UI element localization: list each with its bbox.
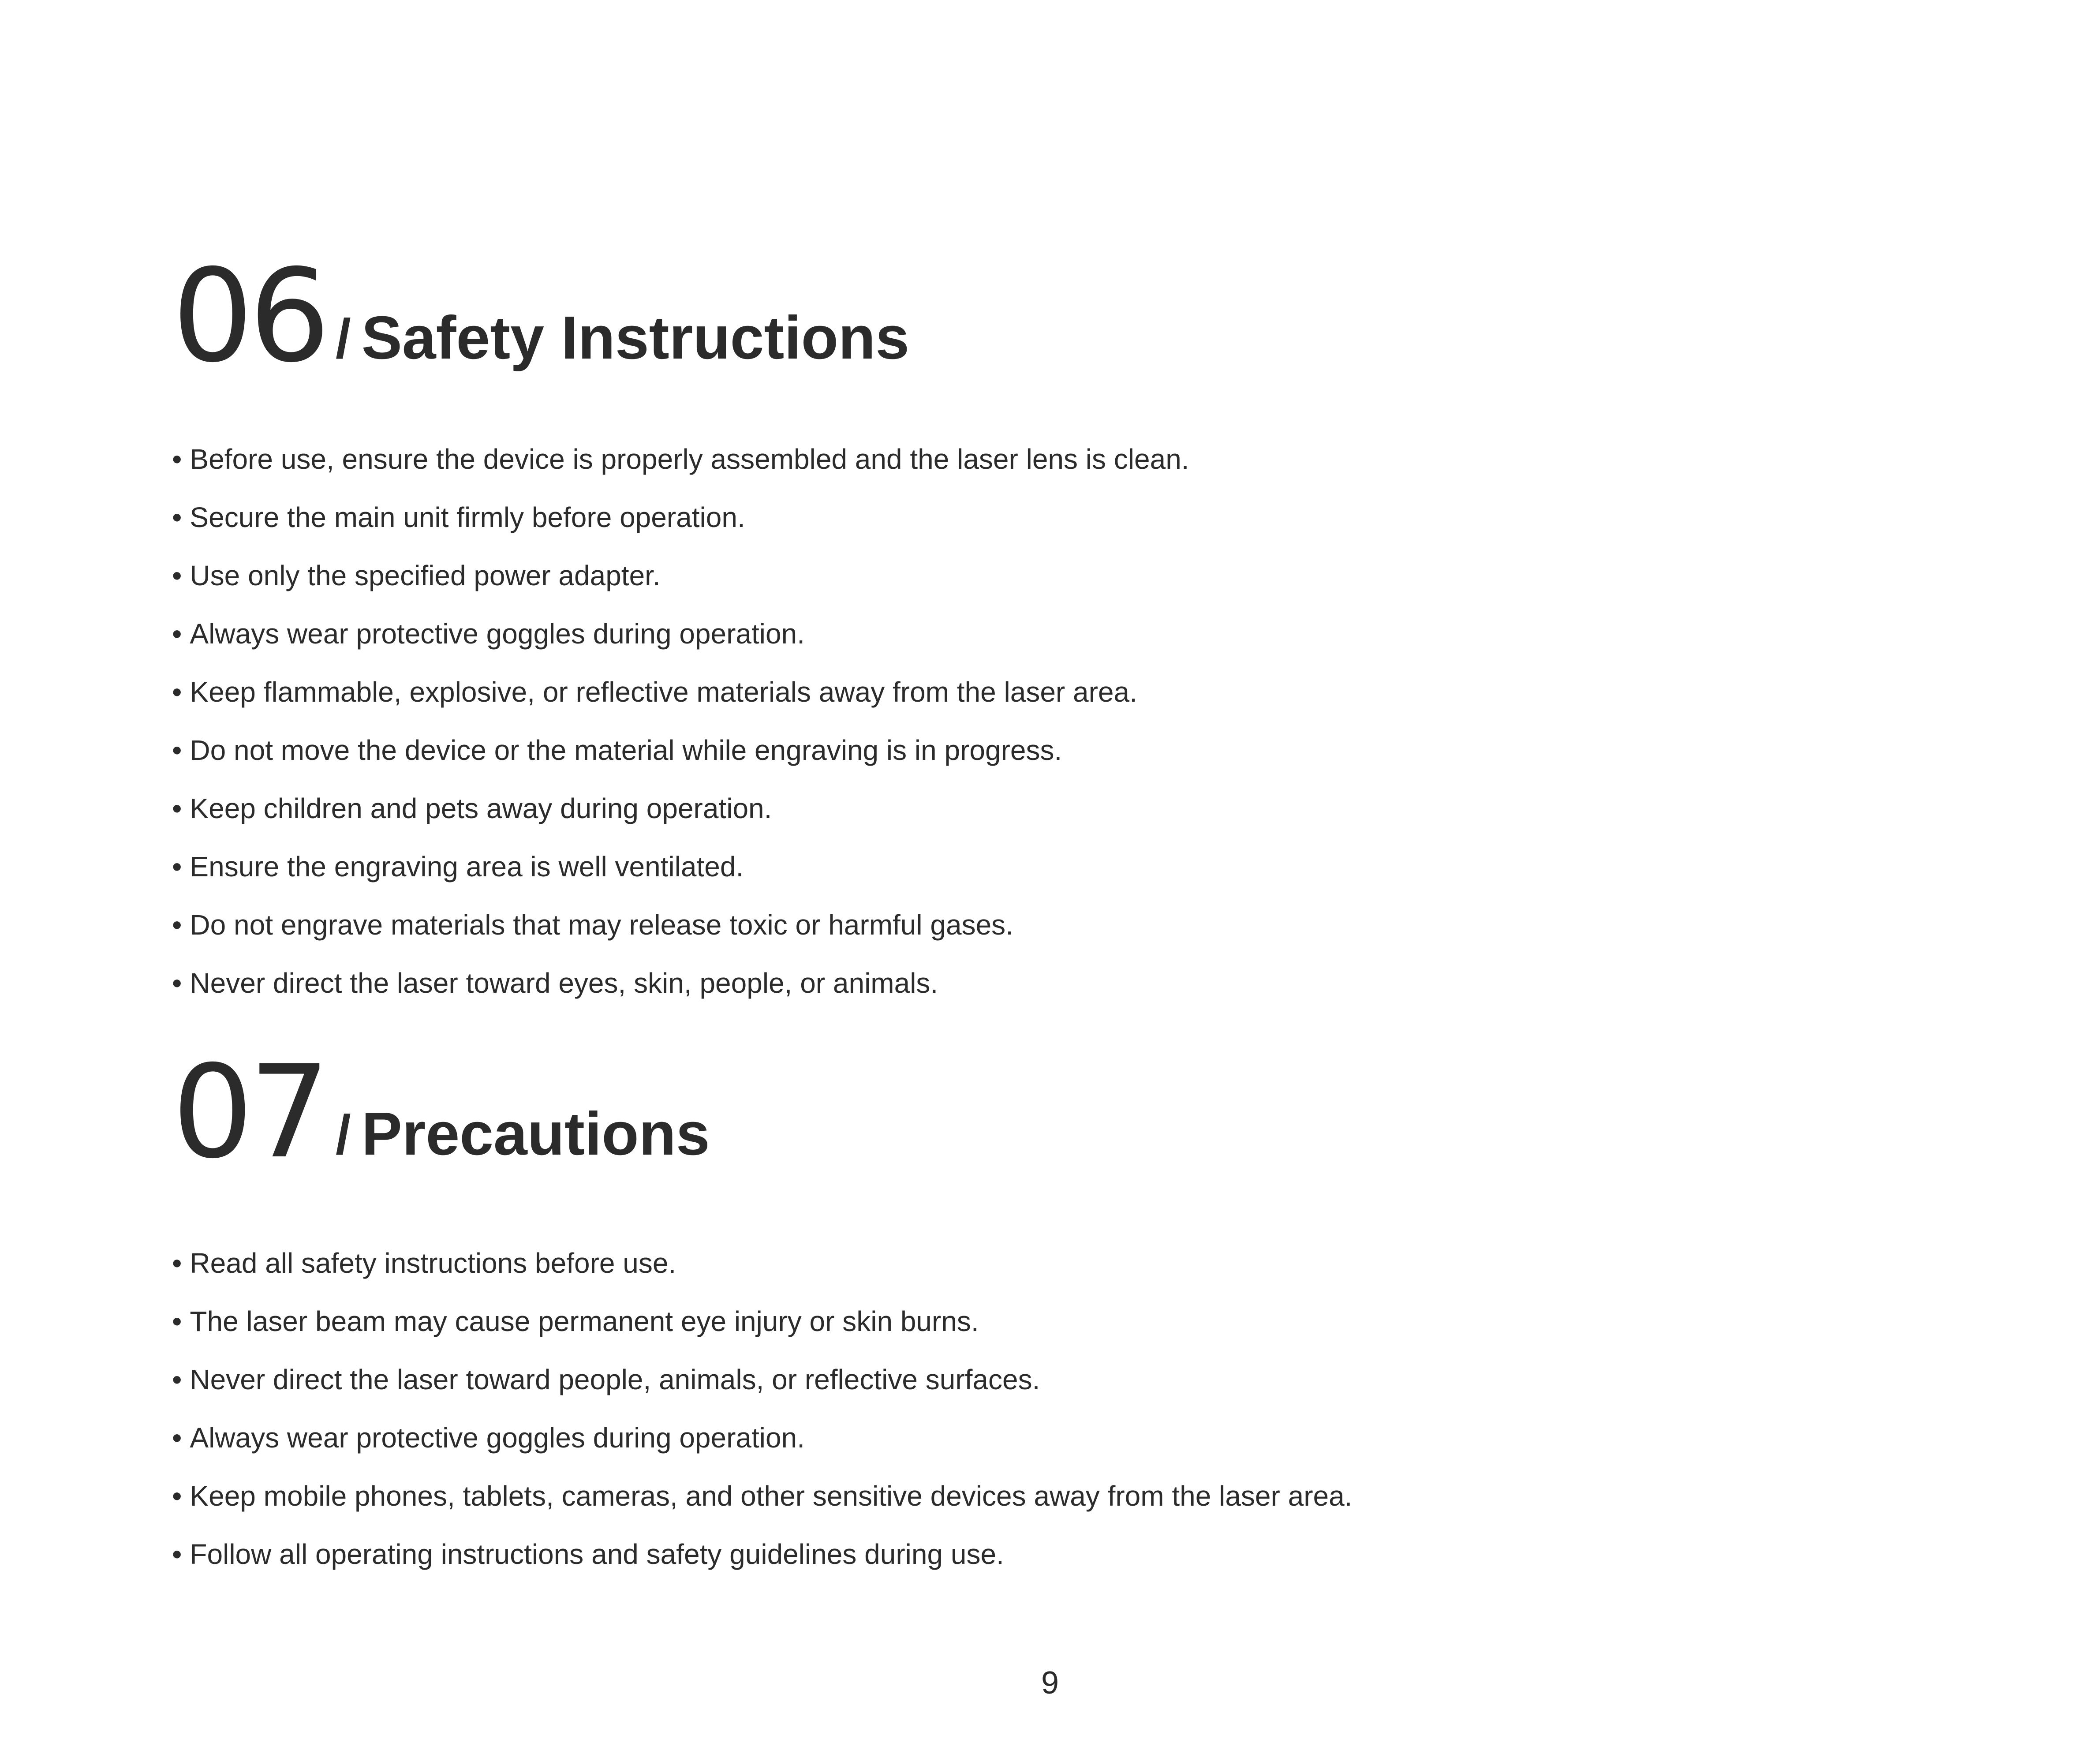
bullet-icon: • [172,851,182,882]
list-item-text: Do not engrave materials that may release toxic or harmful gases. [190,909,1013,941]
safety-instructions-list [172,430,1936,1012]
list-item [172,779,1936,838]
list-item [172,488,1936,546]
safety-instructions-section [172,242,1936,1012]
list-item-text: Use only the specified power adapter. [190,560,661,591]
section-heading [172,242,1936,391]
list-item-text: Keep children and pets away during operation. [190,793,772,824]
list-item-text: Read all safety instructions before use. [190,1247,676,1279]
precautions-list [172,1234,1936,1583]
list-item-text: Ensure the engraving area is well ventilated. [190,851,744,882]
bullet-icon: • [172,793,182,824]
list-item [172,1409,1936,1467]
section-number: 06 [172,242,326,391]
section-heading [172,1038,1936,1187]
list-item [172,663,1936,721]
list-item [172,954,1936,1012]
list-item [172,1350,1936,1409]
bullet-icon: • [172,676,182,708]
list-item-text: Never direct the laser toward people, animals, or reflective surfaces. [190,1364,1040,1395]
bullet-icon: • [172,1538,182,1570]
list-item-text: Never direct the laser toward eyes, skin, people, or animals. [190,967,938,999]
list-item-text: Secure the main unit firmly before operation. [190,501,745,533]
section-title: Safety Instructions [361,304,910,372]
bullet-icon: • [172,1247,182,1279]
bullet-icon: • [172,560,182,591]
list-item [172,896,1936,954]
list-item [172,838,1936,896]
list-item-text: Keep mobile phones, tablets, cameras, and other sensitive devices away from the laser area. [190,1480,1353,1512]
list-item-text: Before use, ensure the device is properly assembled and the laser lens is clean. [190,443,1189,475]
section-title: Precautions [361,1100,710,1168]
bullet-icon: • [172,967,182,999]
list-item [172,1525,1936,1583]
list-item [172,605,1936,663]
list-item [172,1234,1936,1292]
bullet-icon: • [172,1364,182,1395]
list-item [172,1467,1936,1525]
list-item [172,1292,1936,1350]
list-item-text: Keep flammable, explosive, or reflective materials away from the laser area. [190,676,1137,708]
page-number: 9 [1041,1665,1059,1701]
list-item-text: Always wear protective goggles during operation. [190,1422,805,1454]
bullet-icon: • [172,618,182,650]
bullet-icon: • [172,909,182,941]
heading-slash: / [336,308,351,370]
list-item [172,721,1936,779]
heading-slash: / [336,1104,351,1166]
section-number: 07 [172,1038,326,1187]
bullet-icon: • [172,734,182,766]
list-item [172,430,1936,488]
bullet-icon: • [172,501,182,533]
bullet-icon: • [172,1480,182,1512]
bullet-icon: • [172,1305,182,1337]
bullet-icon: • [172,1422,182,1454]
list-item-text: Do not move the device or the material while engraving is in progress. [190,734,1062,766]
list-item-text: Follow all operating instructions and safety guidelines during use. [190,1538,1004,1570]
list-item-text: Always wear protective goggles during operation. [190,618,805,650]
list-item-text: The laser beam may cause permanent eye injury or skin burns. [190,1305,979,1337]
bullet-icon: • [172,443,182,475]
list-item [172,546,1936,605]
precautions-section [172,1038,1936,1583]
